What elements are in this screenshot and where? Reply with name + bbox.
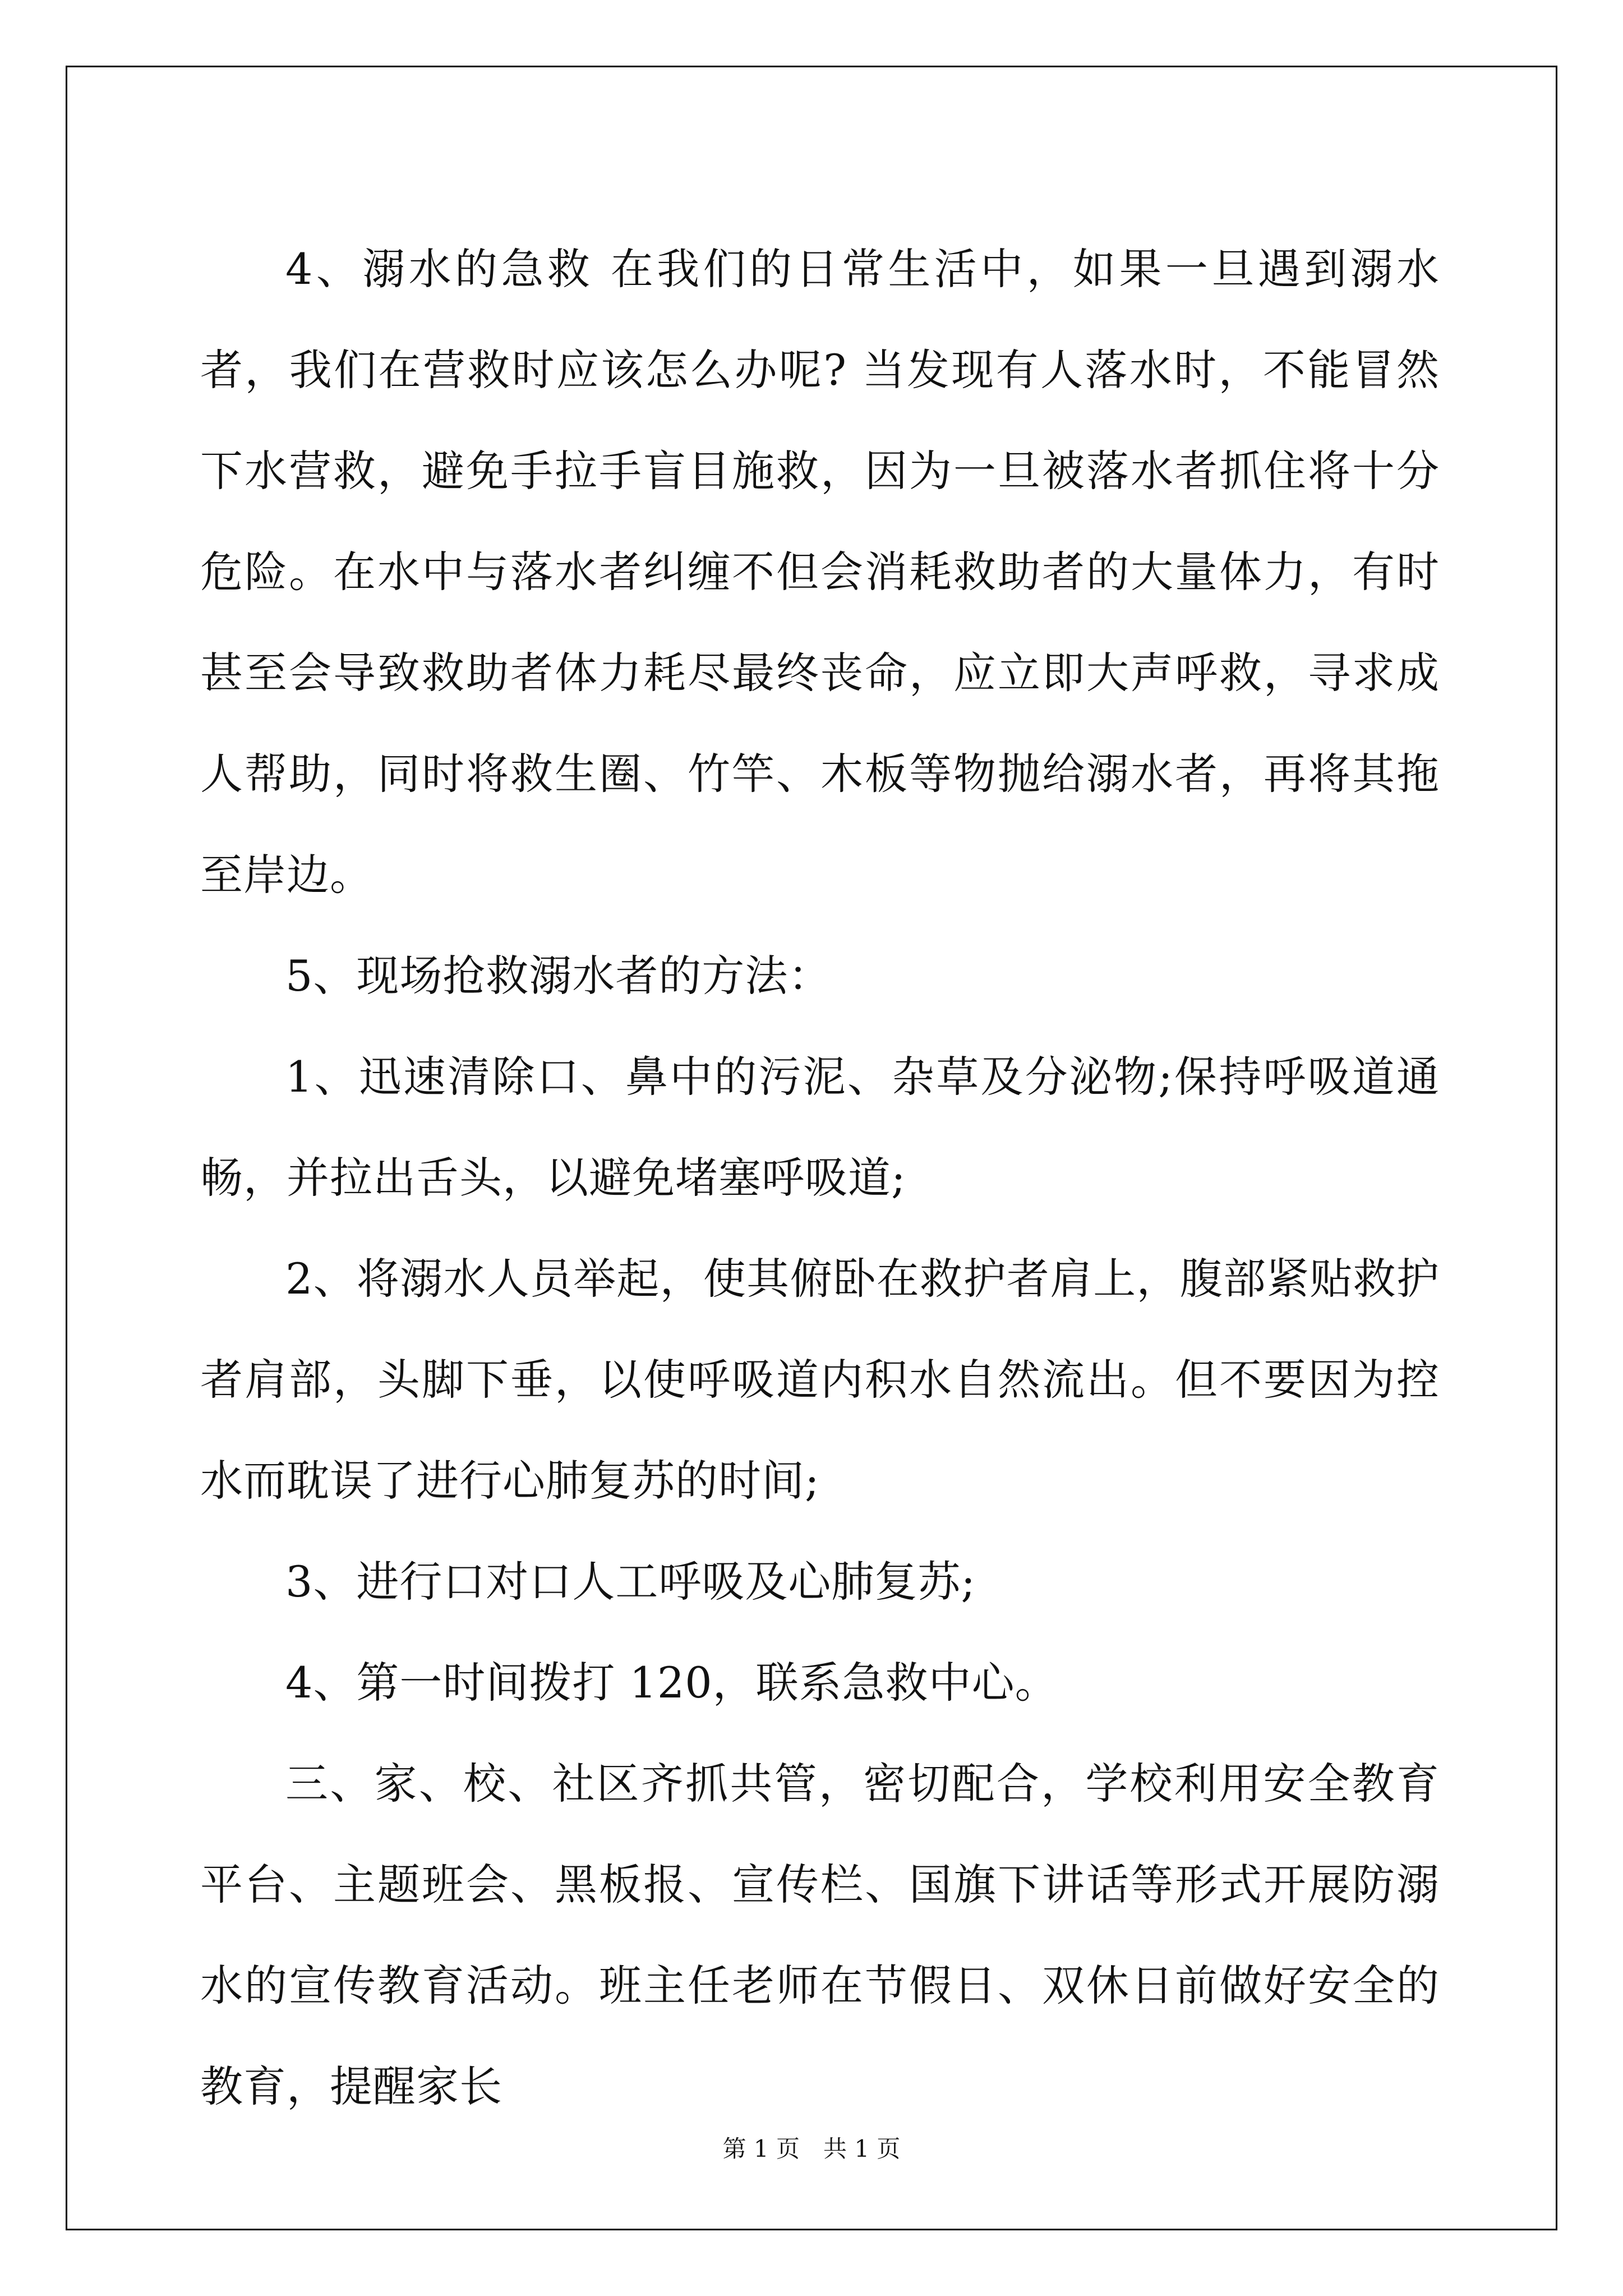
paragraph-step-3: 3、进行口对口人工呼吸及心肺复苏; <box>285 1557 976 1607</box>
paragraph-step-2: 2、将溺水人员举起，使其俯卧在救护者肩上，腹部紧贴救护者肩部，头脚下垂，以使呼吸道内积水自然流出。但不要因为控水而耽误了进行心肺复苏的时间; <box>200 1254 1440 1506</box>
paragraph-drowning-first-aid: 4、溺水的急救 在我们的日常生活中，如果一旦遇到溺水者，我们在营救时应该怎么办呢? 当发现有人落水时，不能冒然下水营救，避免手拉手盲目施救，因为一旦被落水者抓住将十分危险。在水中与落水者纠缠不但会消耗救助者的大量体力，有时甚至会导致救助者体力耗尽最终丧命，应立即大声呼救，寻求成人帮助，同时将救生圈、竹竿、木板等物抛给溺水者，再将其拖至岸边。 <box>200 244 1440 900</box>
document-body <box>200 219 1440 2137</box>
page-footer <box>0 2131 1623 2164</box>
paragraph-rescue-methods-heading: 5、现场抢救溺水者的方法： <box>285 951 832 1001</box>
paragraph-step-1: 1、迅速清除口、鼻中的污泥、杂草及分泌物;保持呼吸道通畅，并拉出舌头，以避免堵塞呼吸道; <box>200 1052 1440 1203</box>
page-number: 第 1 页 共 1 页 <box>722 2135 901 2162</box>
paragraph-step-4: 4、第一时间拨打 120，联系急救中心。 <box>285 1658 1058 1708</box>
paragraph-section-three: 三、家、校、社区齐抓共管，密切配合，学校利用安全教育平台、主题班会、黑板报、宣传栏、国旗下讲话等形式开展防溺水的宣传教育活动。班主任老师在节假日、双休日前做好安全的教育，提醒家长 <box>200 1759 1440 2111</box>
